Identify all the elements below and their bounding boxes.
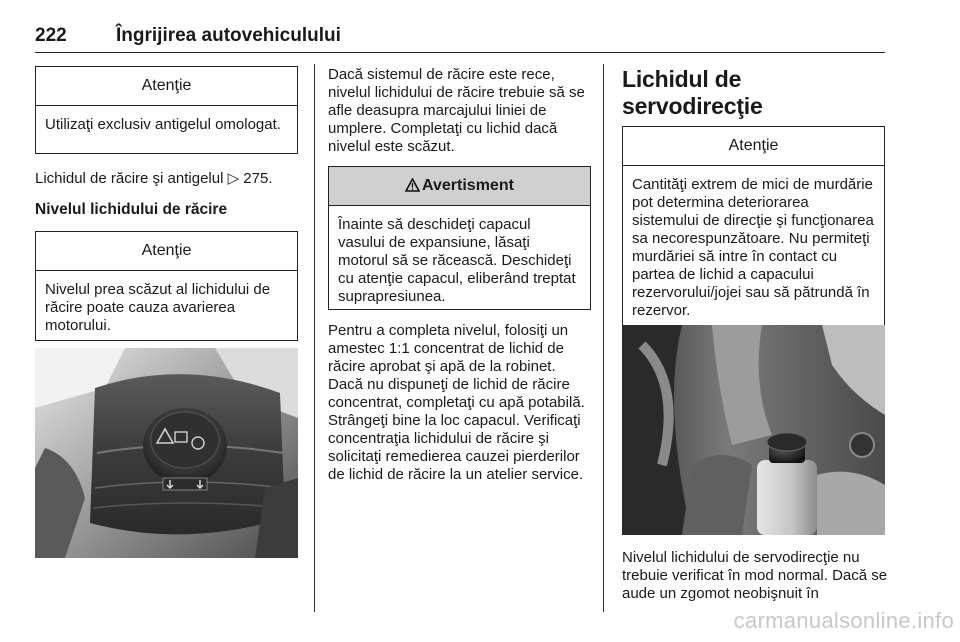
warning-title-bar: [329, 167, 590, 206]
section-heading: Lichidul de servodirecţie: [622, 66, 763, 119]
coolant-reservoir-photo: [35, 348, 298, 558]
power-steering-reservoir-photo: [622, 325, 885, 535]
caution-title: Atenţie: [36, 232, 297, 271]
watermark: carmanualsonline.info: [733, 608, 954, 633]
warning-box: [328, 166, 591, 310]
power-steering-illustration: [622, 325, 885, 535]
coolant-reservoir-illustration: [35, 348, 298, 558]
paragraph: Dacă sistemul de răcire este rece, nivelul lichidului de răcire trebuie să se afle deasupra marcajului liniei de umplere. Completaţi cu lichid dacă nivelul este scăzut.: [328, 66, 585, 155]
caution-title: Atenţie: [623, 127, 884, 166]
warning-title: Avertisment: [422, 177, 514, 194]
column-1: [35, 66, 298, 341]
caution-box: [35, 231, 298, 341]
page-title: Îngrijirea autovehiculului: [116, 25, 341, 46]
paragraph: Pentru a completa nivelul, folosiţi un amestec 1:1 concentrat de lichid de răcire aprobat şi apă de la robinet. Dacă nu dispuneţi de lichid de răcire concentrat, completaţi cu apă potabilă. Strângeţi bine la loc capacul. Verificaţi concentraţia lichidului de răcire şi solicitaţi remedierea cauzei pierderilor de lichid de răcire la un atelier service.: [328, 322, 585, 483]
paragraph: Lichidul de răcire şi antigelul ▷ 275.: [35, 170, 273, 187]
column-3: [622, 66, 885, 344]
caution-text: Cantităţi extrem de mici de murdărie pot determina deteriorarea sistemului de direcţie şi funcţionarea sa necorespunzătoare. Nu permiteţi murdăriei să intre în contact cu partea de lichid a capacului rezervorului/jojei sau să pătrundă în rezervor.: [632, 176, 874, 319]
column-3-bottom: [622, 549, 888, 603]
caution-box: [35, 66, 298, 154]
caution-title: Atenţie: [36, 67, 297, 106]
warning-text: Înainte să deschideţi capacul vasului de expansiune, lăsaţi motorul să se răcească. Deschideţi cu atenţie capacul, eliberând treptat suprapresiunea.: [338, 216, 576, 305]
page-header: [35, 22, 885, 53]
caution-text: Utilizaţi exclusiv antigelul omologat.: [45, 116, 281, 133]
warning-triangle-icon: [405, 169, 420, 207]
caution-box: [622, 126, 885, 344]
paragraph: Nivelul lichidului de servodirecţie nu trebuie verificat în mod normal. Dacă se aude un zgomot neobişnuit în: [622, 549, 888, 602]
caution-text: Nivelul prea scăzut al lichidului de răcire poate cauza avarierea motorului.: [45, 281, 271, 334]
column-divider: [603, 64, 604, 612]
section-heading: Nivelul lichidului de răcire: [35, 201, 228, 218]
column-divider: [314, 64, 315, 612]
column-2: [328, 66, 591, 484]
page-number: 222: [35, 25, 67, 46]
